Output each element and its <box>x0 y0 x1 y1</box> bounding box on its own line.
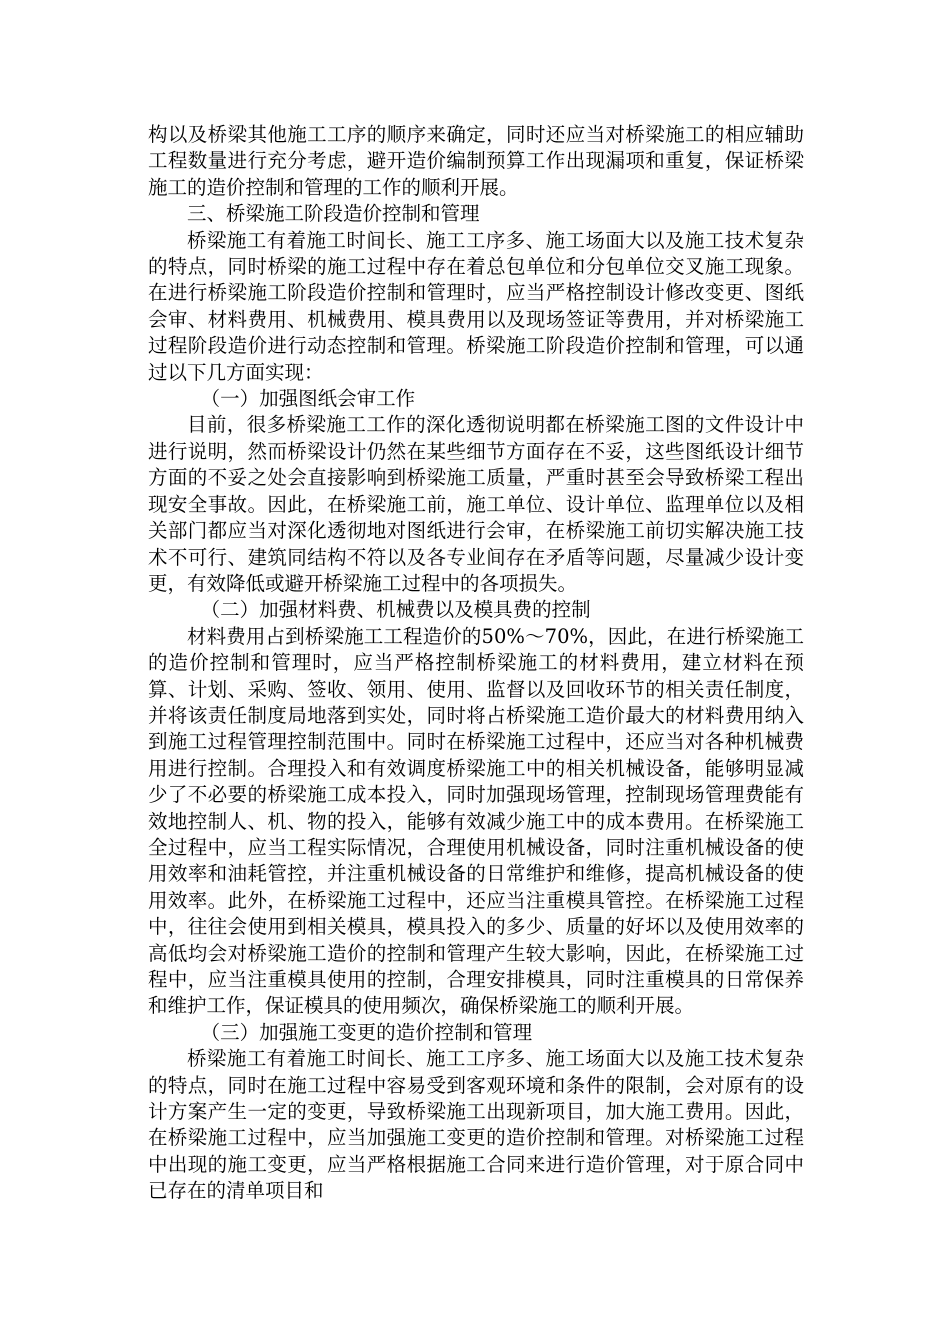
paragraph-change-control: 桥梁施工有着施工时间长、施工工序多、施工场面大以及施工技术复杂的特点，同时在施工过程中容易受到客观环境和条件的限制，会对原有的设计方案产生一定的变更，导致桥梁施工出现新项目，加大施工费用。因此，在桥梁施工过程中，应当加强施工变更的造价控制和管理。对桥梁施工过程中出现的施工变更，应当严格根据施工合同来进行造价管理，对于原合同中已存在的清单项目和 <box>148 1047 804 1203</box>
paragraph-drawing-review: 目前，很多桥梁施工工作的深化透彻说明都在桥梁施工图的文件设计中进行说明，然而桥梁设计仍然在某些细节方面存在不妥，这些图纸设计细节方面的不妥之处会直接影响到桥梁施工质量，严重时甚至会导致桥梁工程出现安全事故。因此，在桥梁施工前，施工单位、设计单位、监理单位以及相关部门都应当对深化透彻地对图纸进行会审，在桥梁施工前切实解决施工技术不可行、建筑同结构不符以及各专业间存在矛盾等问题，尽量减少设计变更，有效降低或避开桥梁施工过程中的各项损失。 <box>148 413 804 595</box>
paragraph-cost-control: 材料费用占到桥梁施工工程造价的50%～70%，因此，在进行桥梁施工的造价控制和管理时，应当严格控制桥梁施工的材料费用，建立材料在预算、计划、采购、签收、领用、使用、监督以及回收环节的相关责任制度，并将该责任制度局地落到实处，同时将占桥梁施工造价最大的材料费用纳入到施工过程管理控制范围中。同时在桥梁施工过程中，还应当对各种机械费用进行控制。合理投入和有效调度桥梁施工中的相关机械设备，能够明显减少了不必要的桥梁施工成本投入，同时加强现场管理，控制现场管理费能有效地控制人、机、物的投入，能够有效减少施工中的成本费用。在桥梁施工全过程中，应当工程实际情况，合理使用机械设备，同时注重机械设备的使用效率和油耗管控，并注重机械设备的日常维护和维修，提高机械设备的使用效率。此外，在桥梁施工过程中，还应当注重模具管控。在桥梁施工过程中，往往会使用到相关模具，模具投入的多少、质量的好坏以及使用效率的高低均会对桥梁施工造价的控制和管理产生较大影响，因此，在桥梁施工过程中，应当注重模具使用的控制，合理安排模具，同时注重模具的日常保养和维护工作，保证模具的使用频次，确保桥梁施工的顺利开展。 <box>148 624 804 1018</box>
document-body <box>148 122 804 1205</box>
paragraph-section-3-intro: 桥梁施工有着施工时间长、施工工序多、施工场面大以及施工技术复杂的特点，同时桥梁的施工过程中存在着总包单位和分包单位交叉施工现象。在进行桥梁施工阶段造价控制和管理时，应当严格控制设计修改变更、图纸会审、材料费用、机械费用、模具费用以及现场签证等费用，并对桥梁施工过程阶段造价进行动态控制和管理。桥梁施工阶段造价控制和管理，可以通过以下几方面实现： <box>148 228 804 384</box>
subheading-1: （一）加强图纸会审工作 <box>200 387 416 411</box>
section-heading-3: 三、桥梁施工阶段造价控制和管理 <box>187 202 480 226</box>
subheading-3: （三）加强施工变更的造价控制和管理 <box>200 1020 533 1044</box>
paragraph-continuation: 构以及桥梁其他施工工序的顺序来确定，同时还应当对桥梁施工的相应辅助工程数量进行充分考虑，避开造价编制预算工作出现漏项和重复，保证桥梁施工的造价控制和管理的工作的顺利开展。 <box>148 123 804 199</box>
subheading-2: （二）加强材料费、机械费以及模具费的控制 <box>200 598 591 622</box>
